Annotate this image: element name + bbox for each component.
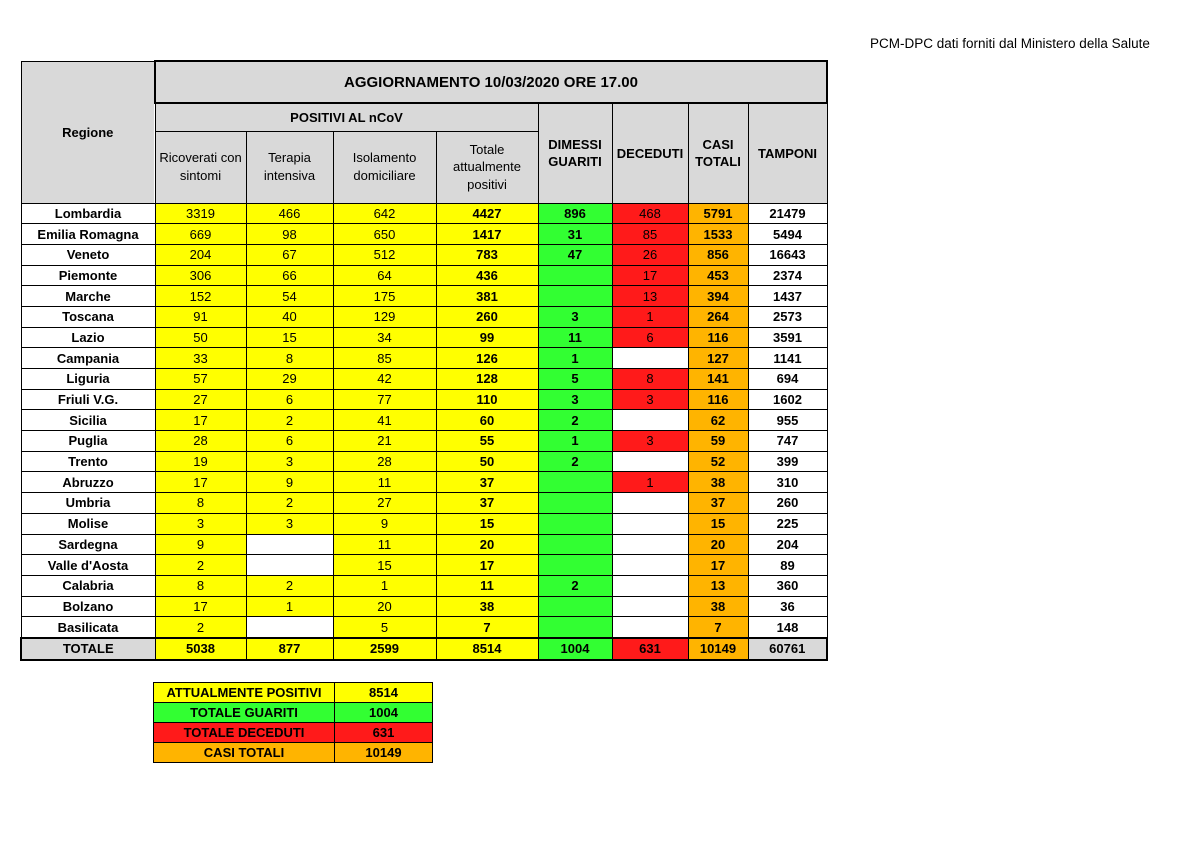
total-label: TOTALE <box>21 638 155 660</box>
cell-dimessi <box>538 617 612 638</box>
cell-ricoverati: 2 <box>155 555 246 576</box>
cell-casi: 20 <box>688 534 748 555</box>
cell-terapia <box>246 555 333 576</box>
header-positivi-group: POSITIVI AL nCoV <box>155 103 538 131</box>
total-tamponi: 60761 <box>748 638 827 660</box>
cell-deceduti <box>612 534 688 555</box>
cell-casi: 38 <box>688 596 748 617</box>
cell-dimessi: 1 <box>538 348 612 369</box>
table-row <box>21 286 827 307</box>
cell-terapia: 3 <box>246 513 333 534</box>
cell-casi: 856 <box>688 244 748 265</box>
cell-casi: 116 <box>688 389 748 410</box>
cell-tamponi: 310 <box>748 472 827 493</box>
cell-dimessi: 3 <box>538 389 612 410</box>
cell-region: Valle d'Aosta <box>21 555 155 576</box>
cell-tamponi: 16643 <box>748 244 827 265</box>
cell-deceduti: 17 <box>612 265 688 286</box>
cell-casi: 127 <box>688 348 748 369</box>
cell-totale-positivi: 110 <box>436 389 538 410</box>
summary-label: TOTALE GUARITI <box>154 703 335 723</box>
cell-deceduti: 26 <box>612 244 688 265</box>
total-terapia: 877 <box>246 638 333 660</box>
cell-totale-positivi: 20 <box>436 534 538 555</box>
header-ricoverati: Ricoverati con sintomi <box>155 131 246 203</box>
cell-region: Sardegna <box>21 534 155 555</box>
table-row <box>21 348 827 369</box>
cell-tamponi: 204 <box>748 534 827 555</box>
cell-deceduti <box>612 555 688 576</box>
cell-dimessi <box>538 596 612 617</box>
cell-tamponi: 2573 <box>748 306 827 327</box>
cell-terapia: 2 <box>246 410 333 431</box>
cell-ricoverati: 8 <box>155 575 246 596</box>
cell-casi: 1533 <box>688 224 748 245</box>
cell-region: Piemonte <box>21 265 155 286</box>
header-tamponi: TAMPONI <box>748 103 827 203</box>
cell-deceduti <box>612 575 688 596</box>
cell-casi: 453 <box>688 265 748 286</box>
cell-ricoverati: 28 <box>155 431 246 452</box>
cell-ricoverati: 17 <box>155 410 246 431</box>
cell-dimessi <box>538 265 612 286</box>
cell-isolamento: 21 <box>333 431 436 452</box>
cell-dimessi: 2 <box>538 410 612 431</box>
cell-terapia: 3 <box>246 451 333 472</box>
header-totale-positivi: Totale attualmente positivi <box>436 131 538 203</box>
cell-isolamento: 20 <box>333 596 436 617</box>
table-row <box>21 410 827 431</box>
cell-ricoverati: 19 <box>155 451 246 472</box>
cell-tamponi: 89 <box>748 555 827 576</box>
cell-totale-positivi: 11 <box>436 575 538 596</box>
cell-region: Sicilia <box>21 410 155 431</box>
cell-terapia: 466 <box>246 203 333 224</box>
cell-terapia: 6 <box>246 389 333 410</box>
cell-region: Bolzano <box>21 596 155 617</box>
cell-region: Umbria <box>21 493 155 514</box>
total-row <box>21 638 827 660</box>
cell-dimessi <box>538 555 612 576</box>
cell-casi: 13 <box>688 575 748 596</box>
cell-isolamento: 175 <box>333 286 436 307</box>
cell-region: Basilicata <box>21 617 155 638</box>
cell-totale-positivi: 260 <box>436 306 538 327</box>
cell-isolamento: 15 <box>333 555 436 576</box>
cell-ricoverati: 91 <box>155 306 246 327</box>
cell-isolamento: 34 <box>333 327 436 348</box>
cell-ricoverati: 17 <box>155 472 246 493</box>
cell-deceduti: 13 <box>612 286 688 307</box>
cell-terapia: 2 <box>246 575 333 596</box>
cell-casi: 37 <box>688 493 748 514</box>
summary-value: 10149 <box>335 743 433 763</box>
table-row <box>21 596 827 617</box>
cell-isolamento: 9 <box>333 513 436 534</box>
cell-terapia: 67 <box>246 244 333 265</box>
cell-deceduti <box>612 410 688 431</box>
cell-region: Calabria <box>21 575 155 596</box>
cell-terapia: 9 <box>246 472 333 493</box>
total-dimessi: 1004 <box>538 638 612 660</box>
summary-row-guariti <box>154 703 433 723</box>
cell-terapia <box>246 617 333 638</box>
cell-isolamento: 650 <box>333 224 436 245</box>
summary-label: TOTALE DECEDUTI <box>154 723 335 743</box>
summary-row-positivi <box>154 683 433 703</box>
table-row <box>21 493 827 514</box>
cell-dimessi: 2 <box>538 451 612 472</box>
table-row <box>21 451 827 472</box>
table-row <box>21 575 827 596</box>
cell-region: Trento <box>21 451 155 472</box>
cell-ricoverati: 152 <box>155 286 246 307</box>
cell-region: Lombardia <box>21 203 155 224</box>
header-terapia: Terapia intensiva <box>246 131 333 203</box>
cell-tamponi: 148 <box>748 617 827 638</box>
cell-isolamento: 85 <box>333 348 436 369</box>
cell-terapia: 6 <box>246 431 333 452</box>
cell-region: Emilia Romagna <box>21 224 155 245</box>
cell-totale-positivi: 37 <box>436 493 538 514</box>
cell-terapia: 66 <box>246 265 333 286</box>
cell-tamponi: 36 <box>748 596 827 617</box>
total-ricoverati: 5038 <box>155 638 246 660</box>
summary-label: ATTUALMENTE POSITIVI <box>154 683 335 703</box>
cell-ricoverati: 669 <box>155 224 246 245</box>
cell-casi: 7 <box>688 617 748 638</box>
cell-ricoverati: 3319 <box>155 203 246 224</box>
cell-tamponi: 225 <box>748 513 827 534</box>
cell-deceduti <box>612 348 688 369</box>
cell-totale-positivi: 17 <box>436 555 538 576</box>
cell-deceduti: 3 <box>612 431 688 452</box>
cell-terapia: 40 <box>246 306 333 327</box>
summary-value: 1004 <box>335 703 433 723</box>
cell-dimessi: 31 <box>538 224 612 245</box>
cell-deceduti: 1 <box>612 306 688 327</box>
cell-tamponi: 260 <box>748 493 827 514</box>
table-row <box>21 369 827 390</box>
cell-dimessi <box>538 286 612 307</box>
cell-totale-positivi: 1417 <box>436 224 538 245</box>
cell-isolamento: 129 <box>333 306 436 327</box>
summary-row-casi <box>154 743 433 763</box>
cell-totale-positivi: 50 <box>436 451 538 472</box>
header-isolamento: Isolamento domiciliare <box>333 131 436 203</box>
cell-dimessi: 2 <box>538 575 612 596</box>
table-row <box>21 431 827 452</box>
cell-ricoverati: 306 <box>155 265 246 286</box>
cell-casi: 17 <box>688 555 748 576</box>
covid-table <box>20 60 828 661</box>
cell-ricoverati: 27 <box>155 389 246 410</box>
cell-deceduti <box>612 617 688 638</box>
cell-region: Marche <box>21 286 155 307</box>
summary-label: CASI TOTALI <box>154 743 335 763</box>
cell-region: Friuli V.G. <box>21 389 155 410</box>
summary-value: 631 <box>335 723 433 743</box>
cell-dimessi: 11 <box>538 327 612 348</box>
cell-ricoverati: 17 <box>155 596 246 617</box>
cell-isolamento: 64 <box>333 265 436 286</box>
cell-deceduti: 468 <box>612 203 688 224</box>
cell-region: Puglia <box>21 431 155 452</box>
cell-ricoverati: 204 <box>155 244 246 265</box>
header-casi: CASI TOTALI <box>688 103 748 203</box>
cell-totale-positivi: 381 <box>436 286 538 307</box>
cell-region: Toscana <box>21 306 155 327</box>
cell-tamponi: 3591 <box>748 327 827 348</box>
cell-isolamento: 1 <box>333 575 436 596</box>
cell-ricoverati: 3 <box>155 513 246 534</box>
header-dimessi: DIMESSI GUARITI <box>538 103 612 203</box>
cell-tamponi: 5494 <box>748 224 827 245</box>
header-region: Regione <box>21 61 155 203</box>
cell-dimessi: 5 <box>538 369 612 390</box>
cell-totale-positivi: 128 <box>436 369 538 390</box>
cell-dimessi <box>538 493 612 514</box>
cell-isolamento: 28 <box>333 451 436 472</box>
cell-region: Abruzzo <box>21 472 155 493</box>
cell-terapia: 98 <box>246 224 333 245</box>
cell-isolamento: 11 <box>333 534 436 555</box>
cell-tamponi: 747 <box>748 431 827 452</box>
cell-tamponi: 21479 <box>748 203 827 224</box>
cell-tamponi: 1141 <box>748 348 827 369</box>
cell-terapia: 8 <box>246 348 333 369</box>
cell-casi: 38 <box>688 472 748 493</box>
cell-casi: 5791 <box>688 203 748 224</box>
cell-dimessi <box>538 534 612 555</box>
cell-casi: 52 <box>688 451 748 472</box>
cell-deceduti: 8 <box>612 369 688 390</box>
table-row <box>21 513 827 534</box>
cell-region: Campania <box>21 348 155 369</box>
table-row <box>21 327 827 348</box>
cell-deceduti: 85 <box>612 224 688 245</box>
cell-deceduti <box>612 451 688 472</box>
cell-dimessi: 3 <box>538 306 612 327</box>
cell-isolamento: 77 <box>333 389 436 410</box>
cell-region: Molise <box>21 513 155 534</box>
cell-dimessi <box>538 513 612 534</box>
header-deceduti: DECEDUTI <box>612 103 688 203</box>
cell-isolamento: 5 <box>333 617 436 638</box>
cell-dimessi: 896 <box>538 203 612 224</box>
cell-terapia: 1 <box>246 596 333 617</box>
cell-isolamento: 512 <box>333 244 436 265</box>
cell-isolamento: 11 <box>333 472 436 493</box>
table-row <box>21 389 827 410</box>
cell-region: Liguria <box>21 369 155 390</box>
cell-isolamento: 27 <box>333 493 436 514</box>
cell-totale-positivi: 38 <box>436 596 538 617</box>
cell-casi: 15 <box>688 513 748 534</box>
summary-row-deceduti <box>154 723 433 743</box>
table-row <box>21 244 827 265</box>
cell-totale-positivi: 7 <box>436 617 538 638</box>
cell-tamponi: 694 <box>748 369 827 390</box>
table-row <box>21 555 827 576</box>
cell-ricoverati: 9 <box>155 534 246 555</box>
cell-isolamento: 42 <box>333 369 436 390</box>
cell-terapia: 15 <box>246 327 333 348</box>
cell-totale-positivi: 126 <box>436 348 538 369</box>
cell-totale-positivi: 55 <box>436 431 538 452</box>
cell-deceduti <box>612 596 688 617</box>
cell-totale-positivi: 4427 <box>436 203 538 224</box>
table-row <box>21 617 827 638</box>
cell-casi: 264 <box>688 306 748 327</box>
cell-deceduti: 1 <box>612 472 688 493</box>
table-row <box>21 203 827 224</box>
update-title: AGGIORNAMENTO 10/03/2020 ORE 17.00 <box>155 61 827 103</box>
cell-region: Lazio <box>21 327 155 348</box>
table-row <box>21 306 827 327</box>
cell-tamponi: 1602 <box>748 389 827 410</box>
cell-totale-positivi: 15 <box>436 513 538 534</box>
total-isolamento: 2599 <box>333 638 436 660</box>
cell-totale-positivi: 37 <box>436 472 538 493</box>
table-row <box>21 224 827 245</box>
cell-isolamento: 41 <box>333 410 436 431</box>
total-deceduti: 631 <box>612 638 688 660</box>
cell-terapia <box>246 534 333 555</box>
cell-deceduti <box>612 493 688 514</box>
cell-totale-positivi: 436 <box>436 265 538 286</box>
cell-terapia: 29 <box>246 369 333 390</box>
cell-tamponi: 360 <box>748 575 827 596</box>
cell-casi: 141 <box>688 369 748 390</box>
cell-casi: 59 <box>688 431 748 452</box>
cell-tamponi: 2374 <box>748 265 827 286</box>
total-casi: 10149 <box>688 638 748 660</box>
cell-dimessi: 47 <box>538 244 612 265</box>
source-note: PCM-DPC dati forniti dal Ministero della Salute <box>870 36 1150 51</box>
cell-ricoverati: 8 <box>155 493 246 514</box>
cell-ricoverati: 50 <box>155 327 246 348</box>
cell-casi: 116 <box>688 327 748 348</box>
cell-casi: 394 <box>688 286 748 307</box>
cell-totale-positivi: 99 <box>436 327 538 348</box>
cell-deceduti: 3 <box>612 389 688 410</box>
cell-isolamento: 642 <box>333 203 436 224</box>
summary-value: 8514 <box>335 683 433 703</box>
cell-dimessi: 1 <box>538 431 612 452</box>
cell-ricoverati: 57 <box>155 369 246 390</box>
cell-tamponi: 955 <box>748 410 827 431</box>
cell-casi: 62 <box>688 410 748 431</box>
cell-ricoverati: 2 <box>155 617 246 638</box>
cell-dimessi <box>538 472 612 493</box>
summary-table <box>153 682 433 763</box>
cell-region: Veneto <box>21 244 155 265</box>
cell-tamponi: 399 <box>748 451 827 472</box>
cell-deceduti <box>612 513 688 534</box>
table-row <box>21 472 827 493</box>
cell-terapia: 2 <box>246 493 333 514</box>
cell-ricoverati: 33 <box>155 348 246 369</box>
table-row <box>21 265 827 286</box>
total-totale-positivi: 8514 <box>436 638 538 660</box>
table-row <box>21 534 827 555</box>
cell-totale-positivi: 60 <box>436 410 538 431</box>
cell-terapia: 54 <box>246 286 333 307</box>
cell-totale-positivi: 783 <box>436 244 538 265</box>
cell-deceduti: 6 <box>612 327 688 348</box>
cell-tamponi: 1437 <box>748 286 827 307</box>
